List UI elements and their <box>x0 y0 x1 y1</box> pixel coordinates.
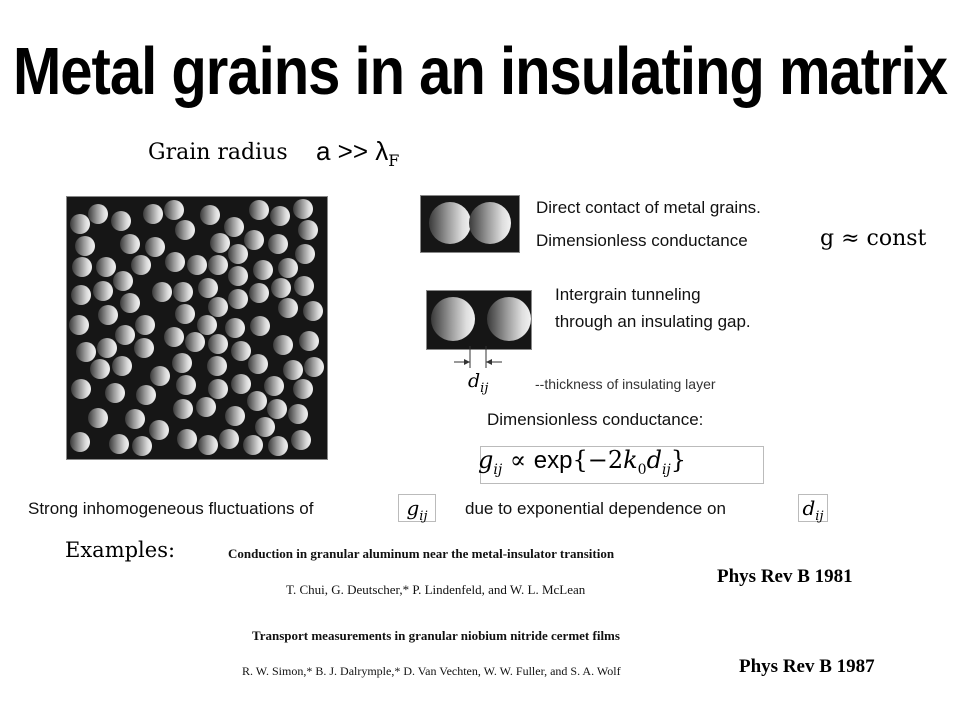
formula-propto: ∝ <box>509 446 527 474</box>
grain-ball <box>293 199 313 219</box>
grain-ball <box>150 366 170 386</box>
grain-ball <box>70 214 90 234</box>
formula-g-sub: ij <box>493 461 503 478</box>
gij-subscript: ij <box>419 509 428 524</box>
grain-ball <box>71 379 91 399</box>
dij-letter: d <box>468 370 481 392</box>
grain-ball <box>93 281 113 301</box>
grain-ball <box>249 283 269 303</box>
grain-ball <box>72 257 92 277</box>
dimensionless-conductance-label: Dimensionless conductance: <box>487 410 704 429</box>
grain-ball <box>225 318 245 338</box>
grain-ball <box>120 234 140 254</box>
grain-ball <box>431 297 475 341</box>
grain-ball <box>88 408 108 428</box>
grain-radius-label: Grain radius <box>148 140 288 165</box>
grain-ball <box>88 204 108 224</box>
grain-ball <box>264 376 284 396</box>
grain-ball <box>228 266 248 286</box>
grain-ball <box>113 271 133 291</box>
grain-ball <box>197 315 217 335</box>
grain-ball <box>96 257 116 277</box>
grain-ball <box>75 236 95 256</box>
direct-contact-line2: Dimensionless conductance <box>536 231 748 250</box>
reference-2-title: Transport measurements in granular niobium nitride cermet films <box>252 628 620 643</box>
grain-radius-relation <box>316 136 399 170</box>
grain-ball <box>278 298 298 318</box>
formula-arg: {−2 <box>572 446 624 474</box>
grain-ball <box>208 297 228 317</box>
grain-ball <box>115 325 135 345</box>
grain-ball <box>111 211 131 231</box>
grain-ball <box>164 200 184 220</box>
tunneling-line2: through an insulating gap. <box>555 312 751 331</box>
gij-letter: g <box>406 496 420 520</box>
grain-ball <box>293 379 313 399</box>
reference-1-title: Conduction in granular aluminum near the metal-insulator transition <box>228 546 615 561</box>
formula-d-sub: ij <box>661 461 671 478</box>
grain-ball <box>299 331 319 351</box>
grain-ball <box>273 335 293 355</box>
conductance-formula <box>478 446 768 478</box>
grain-ball <box>165 252 185 272</box>
grain-ball <box>294 276 314 296</box>
grain-ball <box>267 399 287 419</box>
grain-ball <box>283 360 303 380</box>
grain-ball <box>173 399 193 419</box>
grain-ball <box>247 391 267 411</box>
grain-ball <box>131 255 151 275</box>
grain-ball <box>97 338 117 358</box>
grain-ball <box>109 434 129 454</box>
grain-ball <box>90 359 110 379</box>
grain-ball <box>210 233 230 253</box>
grain-radius-subscript: F <box>388 151 400 171</box>
grain-ball <box>120 293 140 313</box>
grain-ball <box>177 429 197 449</box>
grain-ball <box>172 353 192 373</box>
grain-ball <box>207 356 227 376</box>
grain-ball <box>208 379 228 399</box>
grain-ball <box>198 278 218 298</box>
examples-label: Examples: <box>65 538 176 562</box>
grain-ball <box>250 316 270 336</box>
dij-subscript: ij <box>480 380 489 396</box>
grain-ball <box>228 244 248 264</box>
formula-g: g <box>478 446 494 474</box>
grain-ball <box>208 334 228 354</box>
dij-box <box>798 494 828 522</box>
grain-ball <box>105 383 125 403</box>
grain-ball <box>219 429 239 449</box>
thickness-label: --thickness of insulating layer <box>535 376 716 392</box>
grain-ball <box>243 435 263 455</box>
grain-ball <box>76 342 96 362</box>
dij-box-subscript: ij <box>815 509 824 524</box>
grain-ball <box>135 315 155 335</box>
formula-k: k <box>623 446 638 474</box>
grain-ball <box>271 278 291 298</box>
grain-ball <box>149 420 169 440</box>
grain-ball <box>268 234 288 254</box>
grain-ball <box>164 327 184 347</box>
grain-ball <box>71 285 91 305</box>
grain-ball <box>187 255 207 275</box>
g-const: g ≈ const <box>820 226 927 251</box>
grain-ball <box>253 260 273 280</box>
gij-box <box>398 494 436 522</box>
grain-ball <box>145 237 165 257</box>
grain-ball <box>487 297 531 341</box>
grain-ball <box>176 375 196 395</box>
grain-ball <box>303 301 323 321</box>
grain-ball <box>70 432 90 452</box>
grain-ball <box>196 397 216 417</box>
grain-ball <box>469 202 511 244</box>
grain-ball <box>270 206 290 226</box>
grain-ball <box>134 338 154 358</box>
grain-ball <box>208 255 228 275</box>
formula-d: d <box>646 446 662 474</box>
grain-ball <box>175 304 195 324</box>
granular-film-image <box>66 196 328 460</box>
grain-ball <box>225 406 245 426</box>
formula-exp: exp <box>533 447 573 474</box>
grain-ball <box>231 374 251 394</box>
grain-ball <box>248 354 268 374</box>
grain-ball <box>295 244 315 264</box>
grain-radius-relation-text: a >> λ <box>316 136 389 166</box>
slide-title: Metal grains in an insulating matrix <box>12 34 948 109</box>
grain-ball <box>278 258 298 278</box>
grain-ball <box>98 305 118 325</box>
grain-ball <box>185 332 205 352</box>
reference-1-authors: T. Chui, G. Deutscher,* P. Lindenfeld, and W. L. McLean <box>286 582 586 597</box>
grain-ball <box>228 289 248 309</box>
grain-ball <box>200 205 220 225</box>
grain-ball <box>173 282 193 302</box>
reference-2-authors: R. W. Simon,* B. J. Dalrymple,* D. Van Vechten, W. W. Fuller, and S. A. Wolf <box>242 664 621 678</box>
fluctuations-text1: Strong inhomogeneous fluctuations of <box>28 499 314 518</box>
dij-box-letter: d <box>802 496 816 520</box>
reference-1-journal: Phys Rev B 1981 <box>717 566 853 587</box>
grain-ball <box>136 385 156 405</box>
grain-ball <box>125 409 145 429</box>
grain-ball <box>255 417 275 437</box>
grain-ball <box>143 204 163 224</box>
formula-close: } <box>670 446 687 474</box>
grain-ball <box>304 357 324 377</box>
grain-ball <box>132 436 152 456</box>
grain-ball <box>198 435 218 455</box>
grain-ball <box>175 220 195 240</box>
formula-k-sub: 0 <box>637 461 647 478</box>
direct-contact-image <box>420 195 520 253</box>
grain-ball <box>224 217 244 237</box>
grain-ball <box>288 404 308 424</box>
grain-ball <box>244 230 264 250</box>
grain-ball <box>268 436 288 456</box>
fluctuations-text2: due to exponential dependence on <box>465 499 726 518</box>
grain-ball <box>69 315 89 335</box>
grain-ball <box>298 220 318 240</box>
tunneling-image <box>426 290 532 350</box>
grain-ball <box>231 341 251 361</box>
grain-ball <box>429 202 471 244</box>
tunneling-line1: Intergrain tunneling <box>555 285 701 304</box>
dij-label <box>468 370 488 396</box>
grain-ball <box>291 430 311 450</box>
direct-contact-line1: Direct contact of metal grains. <box>536 198 761 217</box>
grain-ball <box>249 200 269 220</box>
grain-ball <box>152 282 172 302</box>
reference-2-journal: Phys Rev B 1987 <box>739 656 875 677</box>
grain-ball <box>112 356 132 376</box>
